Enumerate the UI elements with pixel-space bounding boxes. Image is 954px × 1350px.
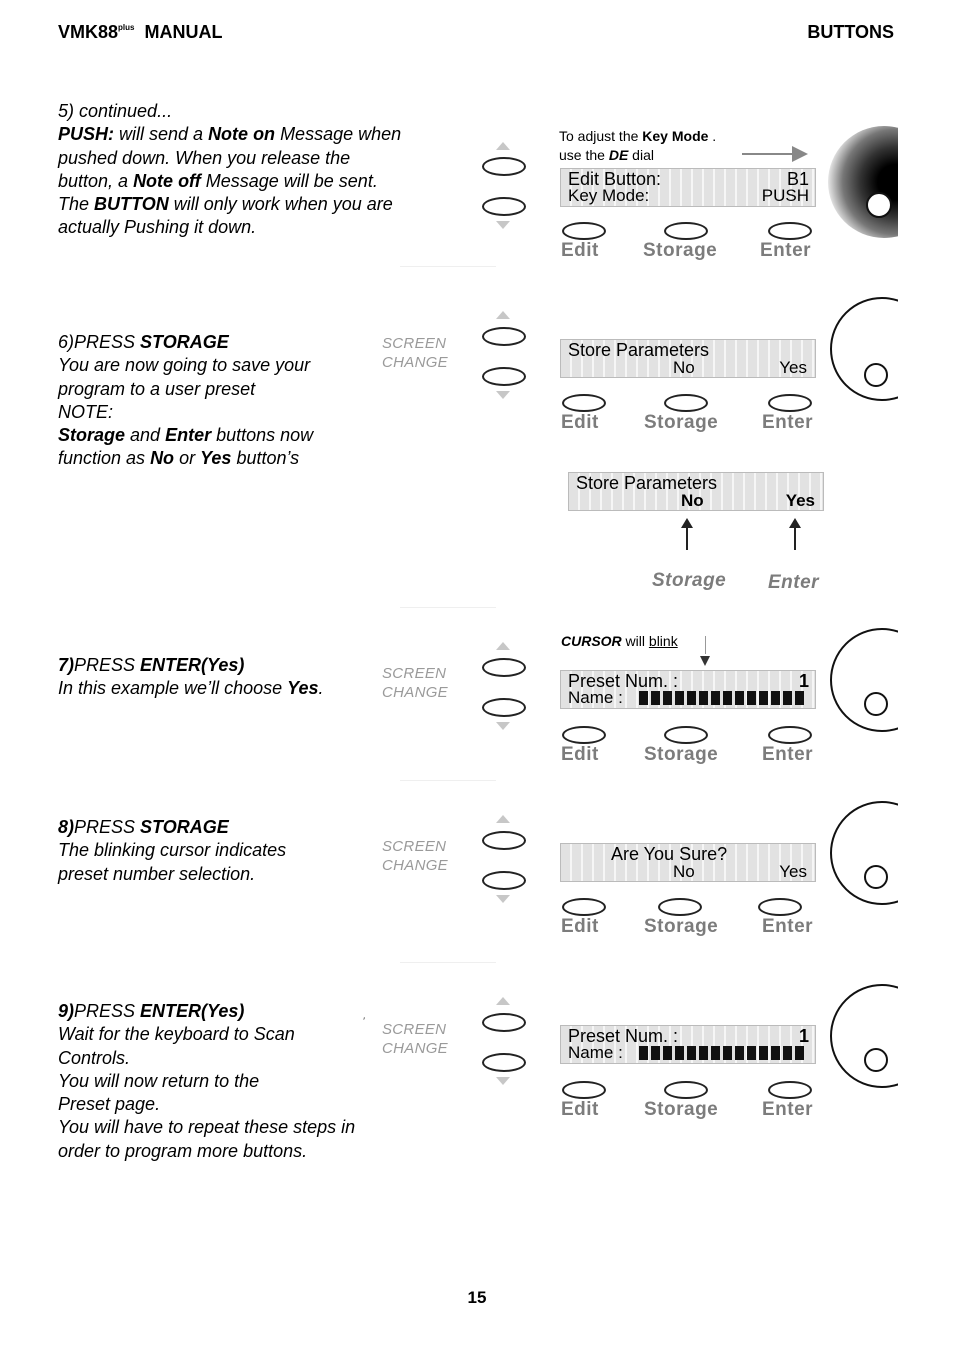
section-title: BUTTONS — [807, 22, 894, 42]
cursor-blink-note: CURSOR will blink — [561, 633, 678, 649]
step-8-text: 8)PRESS STORAGE The blinking cursor indicates preset number selection. — [58, 817, 287, 884]
page-number: 15 — [467, 1288, 487, 1307]
dial-icon — [828, 628, 898, 734]
up-arrow-icon — [496, 642, 510, 650]
lcd-display-2: Store Parameters No Yes — [560, 339, 816, 378]
divider — [400, 266, 496, 267]
screen-change-control-7 — [478, 642, 528, 730]
up-arrow-icon — [496, 311, 510, 319]
doc-type: MANUAL — [144, 22, 223, 42]
arrow-head-icon — [792, 146, 808, 162]
screen-up-button — [482, 327, 526, 346]
function-buttons-2: Edit Storage Enter — [558, 394, 828, 440]
step-9-text: 9)PRESS ENTER(Yes) Wait for the keyboard to Scan Controls. You will now return to the Preset page. You will have to repeat these steps in order to program more buttons. — [58, 1001, 356, 1161]
stray-mark: ⸴ — [363, 1012, 366, 1023]
step-5-line-2: PUSH: will send a Note on Message when — [58, 124, 402, 145]
storage-button — [664, 726, 708, 744]
screen-change-label-9: SCREEN CHANGE — [382, 1021, 448, 1057]
arrow-right-icon — [742, 153, 794, 155]
arrow-down-icon — [700, 656, 710, 666]
brand-name: VMK88 — [58, 22, 119, 42]
screen-down-button — [482, 871, 526, 890]
screen-down-button — [482, 197, 526, 216]
up-arrow-icon — [496, 815, 510, 823]
key-mode-note: To adjust the Key Mode . use the DE dial — [559, 128, 717, 163]
step-7-text: 7)PRESS ENTER(Yes) In this example we’ll choose Yes. — [58, 655, 324, 699]
edit-button — [562, 222, 606, 240]
enter-button — [768, 222, 812, 240]
screen-change-control-5 — [478, 142, 528, 229]
cursor-pointer-line — [705, 636, 706, 654]
arrow-head-icon — [681, 518, 693, 528]
screen-change-label-6: SCREEN CHANGE — [382, 335, 448, 371]
lcd-display-3: Preset Num. : Name : 1 — [560, 670, 816, 709]
screen-change-label-7: SCREEN CHANGE — [382, 665, 448, 701]
enter-button — [768, 726, 812, 744]
edit-button — [562, 726, 606, 744]
lcd-display-2-zoom: Store Parameters No Yes — [568, 472, 824, 511]
divider — [400, 962, 496, 963]
down-arrow-icon — [496, 391, 510, 399]
arrow-up-icon — [794, 526, 796, 550]
enter-button — [768, 1081, 812, 1099]
enter-button — [758, 898, 802, 916]
divider — [400, 780, 496, 781]
up-arrow-icon — [496, 997, 510, 1005]
screen-down-button — [482, 1053, 526, 1072]
doc-title — [58, 22, 223, 43]
screen-up-button — [482, 831, 526, 850]
function-buttons-3: Edit Storage Enter — [558, 726, 828, 772]
edit-button — [562, 1081, 606, 1099]
storage-no-label: Storage — [652, 570, 727, 591]
data-entry-dial-icon — [828, 126, 898, 238]
dial-icon — [828, 297, 898, 403]
screen-up-button — [482, 1013, 526, 1032]
screen-up-button — [482, 658, 526, 677]
name-blocks — [639, 1046, 807, 1060]
function-buttons-4: Edit Storage Enter — [558, 898, 828, 944]
enter-yes-label: Enter — [768, 572, 820, 593]
storage-button — [664, 394, 708, 412]
step-5-line-4: button, a Note off Message will be sent. — [58, 170, 378, 191]
up-arrow-icon — [496, 142, 510, 150]
name-blocks — [639, 691, 807, 705]
arrow-up-icon — [686, 526, 688, 550]
screen-change-control-8 — [478, 815, 528, 903]
edit-button — [562, 394, 606, 412]
dial-icon — [828, 984, 898, 1090]
function-buttons-5: Edit Storage Enter — [558, 1081, 828, 1127]
screen-down-button — [482, 698, 526, 717]
step-5-text — [58, 100, 401, 240]
function-buttons-1: Edit Storage Enter — [558, 222, 828, 268]
down-arrow-icon — [496, 722, 510, 730]
dial-icon — [828, 801, 898, 907]
screen-change-label-8: SCREEN CHANGE — [382, 838, 448, 874]
brand-sup: plus — [118, 23, 135, 32]
edit-button — [562, 898, 606, 916]
lcd-display-1: Edit Button: Key Mode: B1 PUSH — [560, 168, 816, 207]
divider — [400, 607, 496, 608]
lcd-display-4: Are You Sure? No Yes — [560, 843, 816, 882]
enter-button — [768, 394, 812, 412]
step-6-text: 6)PRESS STORAGE You are now going to save your program to a user preset NOTE: Storage and Enter buttons now function as No or Yes button’s — [58, 332, 314, 469]
screen-change-control-9 — [478, 997, 528, 1085]
screen-change-control-6 — [478, 311, 528, 399]
arrow-head-icon — [789, 518, 801, 528]
screen-up-button — [482, 157, 526, 176]
storage-button — [664, 1081, 708, 1099]
step-5-line-6: actually Pushing it down. — [58, 217, 257, 238]
down-arrow-icon — [496, 221, 510, 229]
storage-button — [664, 222, 708, 240]
step-5-line-1: 5) continued... — [58, 101, 173, 121]
step-5-line-5: The BUTTON will only work when you are — [58, 194, 393, 215]
lcd-display-5: Preset Num. : Name : 1 — [560, 1025, 816, 1064]
screen-down-button — [482, 367, 526, 386]
step-5-line-3: pushed down. When you release the — [58, 147, 351, 168]
storage-button — [658, 898, 702, 916]
down-arrow-icon — [496, 895, 510, 903]
down-arrow-icon — [496, 1077, 510, 1085]
